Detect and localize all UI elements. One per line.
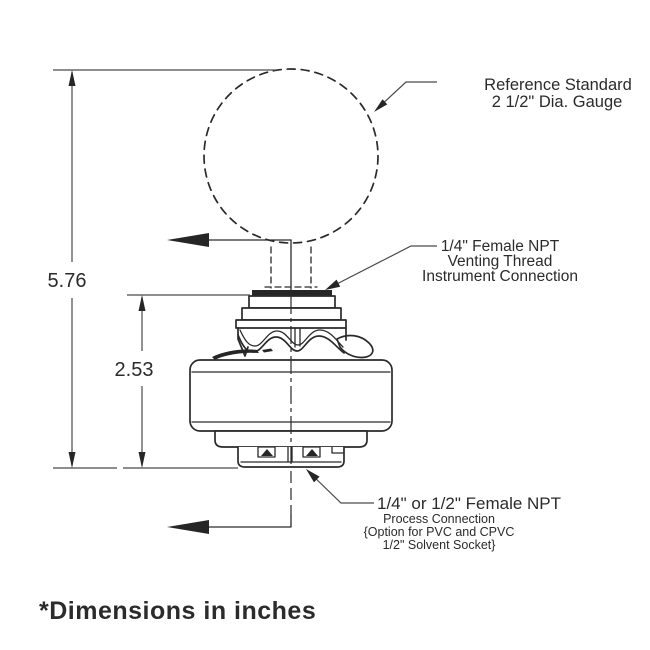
label-venting-line1: 1/4" Female NPT	[440, 238, 560, 255]
flow-arrow-bottom	[167, 520, 209, 534]
label-venting-line3: Instrument Connection	[422, 268, 578, 285]
label-venting-line2: Venting Thread	[447, 253, 553, 270]
label-reference-line1: Reference Standard	[484, 76, 632, 94]
dim-arrow-overall-up	[69, 70, 76, 86]
dim-body-value: 2.53	[114, 359, 154, 381]
flow-line-bottom	[206, 514, 291, 527]
label-reference-line2: 2 1/2" Dia. Gauge	[491, 93, 623, 111]
dim-arrow-body-up	[139, 295, 146, 311]
callout-reference-standard	[374, 76, 632, 112]
label-process-line3: {Option for PVC and CPVC	[363, 525, 515, 539]
flow-arrow-top	[167, 233, 209, 247]
label-process-line4: 1/2" Solvent Socket}	[382, 538, 496, 552]
leader-process	[310, 473, 374, 503]
callout-venting	[325, 238, 578, 290]
dim-overall-value: 5.76	[47, 270, 87, 292]
dim-arrow-body-down	[139, 452, 146, 468]
molded-marking-dash	[262, 349, 273, 353]
callout-process-connection	[306, 469, 561, 552]
molded-marking	[212, 349, 259, 360]
dim-arrow-overall-down	[69, 452, 76, 468]
vent-cap-step-1	[249, 296, 335, 308]
label-process-line2: Process Connection	[383, 512, 495, 526]
leader-venting	[329, 246, 437, 288]
gauge-dial-circle	[204, 69, 378, 243]
leader-arrow-venting	[325, 280, 340, 290]
vent-cap-top-band	[252, 290, 332, 296]
gland-nut	[238, 328, 373, 357]
footer-note: *Dimensions in inches	[39, 597, 317, 625]
label-process-line1: 1/4" or 1/2" Female NPT	[377, 494, 562, 513]
